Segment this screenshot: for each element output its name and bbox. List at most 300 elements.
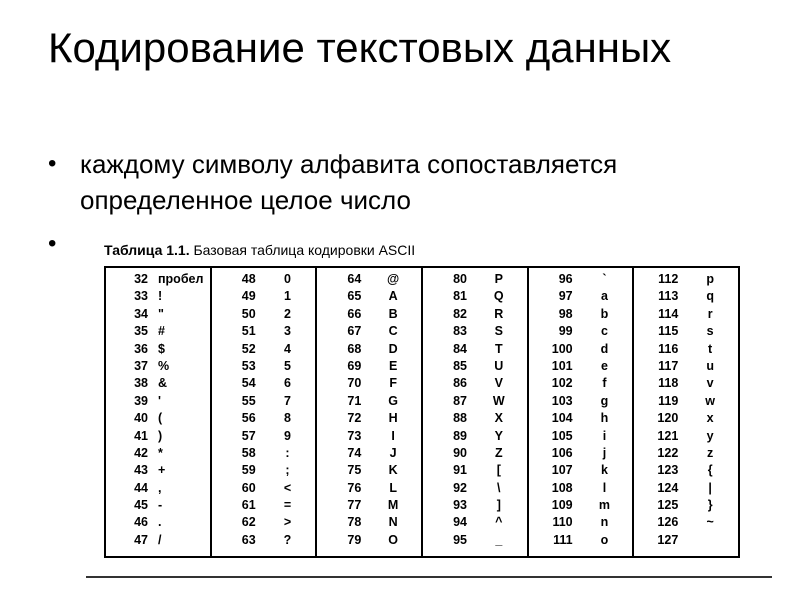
ascii-code: 105 <box>551 428 573 443</box>
ascii-symbol: = <box>283 498 292 513</box>
ascii-entry <box>212 306 316 323</box>
ascii-symbol <box>682 532 738 549</box>
ascii-code: 42 <box>134 445 148 460</box>
ascii-code: 52 <box>241 341 256 356</box>
ascii-entry <box>529 462 633 479</box>
ascii-symbol: H <box>388 411 398 426</box>
ascii-entry <box>212 393 316 410</box>
ascii-entry <box>212 445 316 462</box>
ascii-code: 102 <box>551 376 573 391</box>
ascii-code: 60 <box>241 480 256 495</box>
bottom-divider <box>86 576 772 578</box>
ascii-code: 62 <box>241 515 256 530</box>
ascii-entry <box>317 462 421 479</box>
ascii-code: 73 <box>347 428 362 443</box>
ascii-symbol: y <box>706 428 714 443</box>
ascii-entry <box>212 462 316 479</box>
ascii-code: 127 <box>657 532 679 547</box>
ascii-symbol: - <box>158 498 163 513</box>
ascii-entry <box>106 514 210 531</box>
ascii-symbol: b <box>600 306 609 321</box>
ascii-entry <box>317 410 421 427</box>
ascii-entry <box>529 375 633 392</box>
ascii-symbol: # <box>158 324 165 339</box>
ascii-symbol: $ <box>158 341 165 356</box>
ascii-entry <box>212 375 316 392</box>
ascii-symbol: k <box>600 463 608 478</box>
ascii-entry <box>423 480 527 497</box>
ascii-code: 121 <box>657 428 679 443</box>
ascii-code: 117 <box>658 358 679 373</box>
ascii-entry <box>529 323 633 340</box>
ascii-code: 36 <box>134 341 148 356</box>
ascii-symbol: u <box>706 358 714 373</box>
ascii-entry <box>423 514 527 531</box>
ascii-entry <box>529 410 633 427</box>
ascii-code: 45 <box>134 498 148 513</box>
ascii-symbol: 2 <box>284 306 291 321</box>
ascii-code: 110 <box>552 515 573 530</box>
ascii-code: 56 <box>241 411 256 426</box>
ascii-code: 123 <box>657 463 679 478</box>
ascii-code: 124 <box>657 480 679 495</box>
ascii-code: 99 <box>558 324 573 339</box>
ascii-code: 103 <box>551 393 573 408</box>
ascii-entry <box>106 288 210 305</box>
ascii-symbol: } <box>707 498 713 513</box>
ascii-symbol: W <box>492 393 505 408</box>
ascii-code: 84 <box>453 341 467 356</box>
ascii-code: 81 <box>453 289 467 304</box>
ascii-entry <box>317 497 421 514</box>
ascii-symbol: _ <box>495 532 503 547</box>
ascii-code: 92 <box>453 480 467 495</box>
ascii-symbol: | <box>708 480 712 495</box>
ascii-symbol: ; <box>285 463 290 478</box>
ascii-symbol: % <box>158 358 170 373</box>
ascii-symbol: ' <box>158 393 161 408</box>
ascii-entry <box>423 323 527 340</box>
ascii-symbol: 9 <box>284 428 291 443</box>
ascii-symbol: z <box>707 445 714 460</box>
ascii-entry <box>634 271 738 288</box>
ascii-code: 51 <box>241 324 256 339</box>
ascii-symbol: 7 <box>284 393 291 408</box>
ascii-code: 49 <box>241 289 256 304</box>
ascii-entry <box>106 462 210 479</box>
ascii-code: 33 <box>134 289 148 304</box>
ascii-symbol: x <box>706 411 714 426</box>
ascii-entry <box>106 375 210 392</box>
ascii-entry <box>317 480 421 497</box>
ascii-symbol: O <box>388 532 398 547</box>
ascii-code: 93 <box>453 498 467 513</box>
ascii-code: 88 <box>453 411 467 426</box>
ascii-symbol: l <box>602 480 607 495</box>
ascii-symbol: & <box>158 376 168 391</box>
ascii-symbol: Y <box>494 428 503 443</box>
ascii-code: 41 <box>134 428 148 443</box>
ascii-column-group <box>634 268 738 549</box>
ascii-symbol: h <box>600 411 609 426</box>
ascii-column <box>211 267 317 557</box>
ascii-symbol: " <box>158 306 164 321</box>
ascii-entry <box>634 288 738 305</box>
ascii-symbol: v <box>706 376 714 391</box>
ascii-symbol: a <box>600 289 608 304</box>
ascii-entry <box>529 428 633 445</box>
ascii-symbol: 8 <box>284 411 291 426</box>
bullet-dot-icon: • <box>48 230 57 257</box>
ascii-symbol: M <box>387 498 399 513</box>
ascii-symbol: m <box>598 498 611 513</box>
ascii-symbol: \ <box>497 480 501 495</box>
ascii-code: 82 <box>453 306 467 321</box>
ascii-symbol: + <box>158 463 166 478</box>
ascii-symbol: J <box>389 445 397 460</box>
ascii-entry <box>423 375 527 392</box>
ascii-entry <box>317 271 421 288</box>
ascii-symbol: w <box>705 393 715 408</box>
ascii-code: 53 <box>241 358 256 373</box>
ascii-code: 69 <box>347 358 362 373</box>
ascii-symbol: 1 <box>284 289 291 304</box>
ascii-entry <box>423 532 527 549</box>
ascii-entry <box>529 393 633 410</box>
ascii-symbol: ! <box>158 289 163 304</box>
ascii-code: 48 <box>241 272 256 286</box>
ascii-code: 126 <box>657 515 679 530</box>
ascii-symbol: N <box>388 515 398 530</box>
ascii-code: 90 <box>453 445 467 460</box>
ascii-entry <box>317 393 421 410</box>
ascii-symbol: 6 <box>284 376 291 391</box>
ascii-code: 63 <box>241 532 256 547</box>
ascii-entry <box>529 358 633 375</box>
ascii-code: 109 <box>551 498 573 513</box>
ascii-symbol: 0 <box>284 272 291 286</box>
ascii-entry <box>423 462 527 479</box>
ascii-symbol: I <box>391 428 395 443</box>
ascii-entry <box>106 323 210 340</box>
ascii-entry <box>634 375 738 392</box>
ascii-code: 120 <box>657 411 679 426</box>
ascii-entry <box>423 410 527 427</box>
ascii-code: 54 <box>241 376 256 391</box>
ascii-symbol: ? <box>283 532 292 547</box>
ascii-code: 50 <box>241 306 256 321</box>
ascii-entry <box>529 532 633 549</box>
ascii-code: 75 <box>347 463 362 478</box>
ascii-code: 116 <box>658 341 679 356</box>
ascii-symbol: o <box>600 532 609 547</box>
ascii-entry <box>423 271 527 288</box>
ascii-symbol: G <box>388 393 398 408</box>
ascii-code: 113 <box>658 289 679 304</box>
ascii-symbol: / <box>158 532 162 547</box>
ascii-symbol: 5 <box>284 358 291 373</box>
ascii-entry <box>212 410 316 427</box>
ascii-code: 44 <box>134 480 148 495</box>
ascii-symbol: ] <box>496 498 501 513</box>
table-caption-number: Таблица 1.1. <box>104 242 190 258</box>
ascii-symbol: q <box>706 289 714 304</box>
ascii-entry <box>212 532 316 549</box>
ascii-entry <box>423 358 527 375</box>
ascii-code: 34 <box>134 306 148 321</box>
ascii-code: 43 <box>134 463 148 478</box>
ascii-entry <box>529 497 633 514</box>
ascii-code: 125 <box>657 498 679 513</box>
ascii-code: 96 <box>558 272 573 286</box>
ascii-code: 97 <box>558 289 573 304</box>
ascii-code: 78 <box>347 515 362 530</box>
ascii-table-row <box>105 267 739 557</box>
ascii-entry <box>423 306 527 323</box>
ascii-entry <box>634 532 738 549</box>
ascii-symbol: e <box>600 358 608 373</box>
ascii-code: 106 <box>551 445 573 460</box>
ascii-code: 76 <box>347 480 362 495</box>
ascii-symbol: V <box>494 376 503 391</box>
ascii-entry <box>106 410 210 427</box>
ascii-entry <box>423 393 527 410</box>
ascii-symbol: пробел <box>158 272 204 286</box>
ascii-entry <box>317 341 421 358</box>
ascii-column-group <box>317 268 421 549</box>
ascii-symbol: . <box>158 515 162 530</box>
ascii-symbol: p <box>706 272 714 286</box>
ascii-symbol: d <box>600 341 609 356</box>
ascii-column-group <box>212 268 316 549</box>
table-caption <box>104 242 415 258</box>
ascii-code: 94 <box>453 515 467 530</box>
ascii-symbol: A <box>388 289 398 304</box>
ascii-code: 119 <box>658 393 679 408</box>
ascii-code: 87 <box>453 393 467 408</box>
ascii-entry <box>317 358 421 375</box>
ascii-code: 68 <box>347 341 362 356</box>
ascii-symbol: g <box>600 393 609 408</box>
ascii-column <box>528 267 634 557</box>
ascii-code: 65 <box>347 289 362 304</box>
slide-title: Кодирование текстовых данных <box>48 24 672 71</box>
ascii-code: 91 <box>453 463 467 478</box>
ascii-symbol: B <box>388 306 398 321</box>
ascii-entry <box>529 306 633 323</box>
ascii-column-group <box>106 268 210 549</box>
ascii-symbol: Z <box>494 445 503 460</box>
ascii-code: 115 <box>658 324 679 339</box>
ascii-symbol: P <box>494 272 503 286</box>
ascii-entry <box>212 288 316 305</box>
ascii-symbol: , <box>158 480 162 495</box>
ascii-entry <box>529 271 633 288</box>
ascii-entry <box>634 514 738 531</box>
ascii-symbol: ^ <box>495 515 503 530</box>
ascii-code: 101 <box>551 358 573 373</box>
ascii-code: 77 <box>347 498 362 513</box>
ascii-symbol: K <box>388 463 398 478</box>
ascii-code: 112 <box>658 272 679 286</box>
ascii-entry <box>106 341 210 358</box>
ascii-symbol: 3 <box>284 324 291 339</box>
ascii-code: 122 <box>657 445 679 460</box>
ascii-entry <box>529 514 633 531</box>
ascii-entry <box>212 271 316 288</box>
ascii-symbol: { <box>707 463 713 478</box>
ascii-symbol: r <box>707 306 713 321</box>
ascii-symbol: F <box>389 376 397 391</box>
ascii-code: 100 <box>551 341 573 356</box>
ascii-entry <box>106 532 210 549</box>
ascii-symbol: T <box>494 341 503 356</box>
ascii-table <box>104 266 740 558</box>
ascii-entry <box>106 306 210 323</box>
ascii-symbol: S <box>494 324 503 339</box>
ascii-code: 58 <box>241 445 256 460</box>
ascii-entry <box>634 393 738 410</box>
ascii-entry <box>212 514 316 531</box>
ascii-code: 67 <box>347 324 362 339</box>
ascii-entry <box>423 341 527 358</box>
ascii-column-group <box>423 268 527 549</box>
ascii-symbol: ` <box>602 272 607 286</box>
ascii-entry <box>106 358 210 375</box>
bullet-list <box>48 146 768 257</box>
ascii-symbol: : <box>285 445 290 460</box>
ascii-table-figure <box>96 240 776 585</box>
ascii-code: 32 <box>134 272 148 286</box>
bullet-dot-icon: • <box>48 150 57 177</box>
ascii-symbol: @ <box>387 272 400 286</box>
ascii-code: 64 <box>347 272 362 286</box>
table-caption-text: Базовая таблица кодировки ASCII <box>189 242 416 258</box>
ascii-symbol: ) <box>158 428 163 443</box>
ascii-entry <box>634 480 738 497</box>
ascii-entry <box>317 514 421 531</box>
ascii-symbol: * <box>158 445 163 460</box>
ascii-entry <box>634 410 738 427</box>
ascii-entry <box>106 428 210 445</box>
ascii-code: 118 <box>658 376 679 391</box>
ascii-entry <box>423 445 527 462</box>
ascii-code: 74 <box>347 445 362 460</box>
ascii-entry <box>317 532 421 549</box>
ascii-entry <box>317 445 421 462</box>
ascii-code: 80 <box>453 272 467 286</box>
bullet-item <box>48 146 768 218</box>
ascii-entry <box>212 497 316 514</box>
ascii-entry <box>106 445 210 462</box>
ascii-entry <box>106 480 210 497</box>
ascii-entry <box>529 480 633 497</box>
ascii-column <box>105 267 211 557</box>
ascii-symbol: > <box>283 515 292 530</box>
ascii-code: 86 <box>453 376 467 391</box>
ascii-entry <box>423 497 527 514</box>
ascii-code: 57 <box>241 428 256 443</box>
ascii-entry <box>212 428 316 445</box>
ascii-entry <box>106 393 210 410</box>
ascii-symbol: ( <box>158 411 163 426</box>
ascii-entry <box>634 462 738 479</box>
ascii-symbol: [ <box>496 463 501 478</box>
ascii-code: 79 <box>347 532 362 547</box>
ascii-code: 104 <box>551 411 573 426</box>
ascii-entry <box>106 271 210 288</box>
ascii-entry <box>634 306 738 323</box>
ascii-code: 98 <box>558 306 573 321</box>
ascii-code: 70 <box>347 376 362 391</box>
ascii-symbol: c <box>600 324 608 339</box>
ascii-entry <box>317 323 421 340</box>
ascii-column <box>422 267 528 557</box>
ascii-symbol: D <box>388 341 398 356</box>
ascii-symbol: X <box>494 411 503 426</box>
ascii-symbol: j <box>602 445 607 460</box>
ascii-symbol: C <box>388 324 398 339</box>
ascii-entry <box>529 341 633 358</box>
ascii-code: 83 <box>453 324 467 339</box>
ascii-code: 66 <box>347 306 362 321</box>
ascii-code: 55 <box>241 393 256 408</box>
ascii-entry <box>423 288 527 305</box>
ascii-entry <box>634 323 738 340</box>
ascii-entry <box>106 497 210 514</box>
ascii-entry <box>634 341 738 358</box>
ascii-entry <box>317 375 421 392</box>
ascii-symbol: < <box>283 480 292 495</box>
ascii-code: 107 <box>551 463 573 478</box>
ascii-code: 95 <box>453 532 467 547</box>
ascii-symbol: R <box>494 306 504 321</box>
ascii-entry <box>634 358 738 375</box>
ascii-entry <box>529 288 633 305</box>
ascii-symbol: t <box>708 341 713 356</box>
ascii-entry <box>423 428 527 445</box>
ascii-entry <box>317 428 421 445</box>
ascii-symbol: 4 <box>284 341 291 356</box>
ascii-symbol: Q <box>493 289 504 304</box>
ascii-code: 46 <box>134 515 148 530</box>
ascii-code: 47 <box>134 532 148 547</box>
ascii-code: 40 <box>134 411 148 426</box>
ascii-symbol: ~ <box>706 515 714 530</box>
ascii-symbol: i <box>602 428 607 443</box>
ascii-entry <box>529 445 633 462</box>
bullet-text: каждому символу алфавита сопоставляется определенное целое число <box>80 149 618 215</box>
ascii-symbol: s <box>706 324 714 339</box>
ascii-code: 71 <box>347 393 362 408</box>
ascii-symbol: L <box>389 480 397 495</box>
ascii-code: 38 <box>134 376 148 391</box>
ascii-code: 61 <box>241 498 256 513</box>
ascii-entry <box>317 288 421 305</box>
ascii-entry <box>212 358 316 375</box>
ascii-entry <box>212 480 316 497</box>
ascii-code: 37 <box>134 358 148 373</box>
ascii-entry <box>212 323 316 340</box>
ascii-code: 111 <box>553 532 573 547</box>
ascii-code: 59 <box>241 463 256 478</box>
ascii-code: 114 <box>658 306 679 321</box>
ascii-code: 85 <box>453 358 467 373</box>
ascii-code: 35 <box>134 324 148 339</box>
ascii-column <box>316 267 422 557</box>
ascii-column <box>633 267 739 557</box>
ascii-entry <box>634 497 738 514</box>
